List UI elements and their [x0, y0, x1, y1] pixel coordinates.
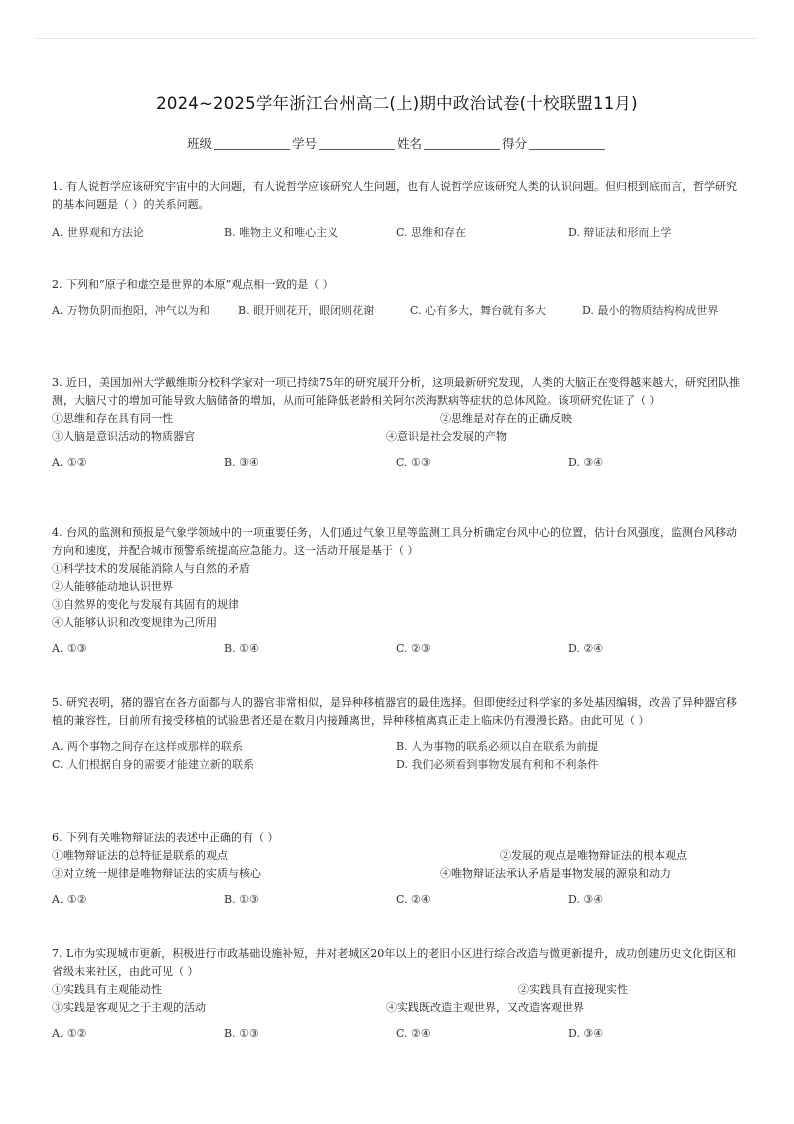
statement-2: ②发展的观点是唯物辩证法的根本观点: [500, 849, 687, 862]
option-b[interactable]: B. ③④: [224, 456, 259, 469]
question-3: [52, 374, 740, 472]
score-blank[interactable]: [529, 137, 605, 150]
page-title: 2024~2025学年浙江台州高二(上)期中政治试卷(十校联盟11月): [156, 94, 638, 113]
student-id-blank[interactable]: [319, 137, 395, 150]
statement-4: ④实践既改造主观世界，又改造客观世界: [386, 1001, 584, 1014]
option-a[interactable]: A. 两个事物之间存在这样或那样的联系: [52, 740, 243, 753]
option-c[interactable]: C. 心有多大，舞台就有多大: [410, 304, 547, 317]
statement-3: ③自然界的变化与发展有其固有的规律: [52, 598, 239, 611]
score-field[interactable]: [502, 134, 607, 152]
question-stem: 5. 研究表明，猪的器官在各方面都与人的器官非常相似，是异种移植器官的最佳选择。但即使经过科学家的多处基因编辑，改善了异种器官移植的兼容性，目前所有接受移植的试验患者还是在数月内接踵离世，异种移植离真正走上临床仍有漫漫长路。由此可见（ ）: [52, 696, 737, 727]
statement-2: ②人能够能动地认识世界: [52, 580, 173, 593]
option-b[interactable]: B. ①④: [224, 642, 259, 655]
class-label: 班级: [186, 136, 212, 151]
question-stem: 7. L市为实现城市更新，积极进行市政基础设施补短，并对老城区20年以上的老旧小区进行综合改造与微更新提升，成功创建历史文化街区和省级未来社区，由此可见（ ）: [52, 947, 737, 978]
options-row: [52, 224, 740, 242]
name-field[interactable]: [397, 134, 502, 152]
question-stem: 1. 有人说哲学应该研究宇宙中的大问题，有人说哲学应该研究人生问题，也有人说哲学应该研究人类的认识问题。但归根到底而言，哲学研究的基本问题是（ ）的关系问题。: [52, 180, 737, 211]
option-a[interactable]: A. ①②: [52, 456, 87, 469]
score-label: 得分: [502, 136, 528, 151]
name-label: 姓名: [397, 136, 423, 151]
statement-1: ①唯物辩证法的总特征是联系的观点: [52, 849, 228, 862]
statements: [52, 847, 740, 883]
student-id-label: 学号: [291, 136, 317, 151]
statement-1: ①思维和存在具有同一性: [52, 412, 173, 425]
option-b[interactable]: B. 唯物主义和唯心主义: [224, 226, 339, 239]
option-c[interactable]: C. ①③: [396, 456, 431, 469]
option-a[interactable]: A. ①②: [52, 1027, 87, 1040]
options-row: [52, 640, 740, 658]
option-d[interactable]: D. 最小的物质结构构成世界: [582, 304, 719, 317]
question-stem: 3. 近日，美国加州大学戴维斯分校科学家对一项已持续75年的研究展开分析，这项最新研究发现，人类的大脑正在变得越来越大，研究团队推测，大脑尺寸的增加可能导致大脑储备的增加，从而可能降低老龄相关阿尔茨海默病等症状的总体风险。该项研究佐证了（ ）: [52, 376, 740, 407]
option-b[interactable]: B. ①③: [224, 893, 259, 906]
statement-3: ③对立统一规律是唯物辩证法的实质与核心: [52, 867, 261, 880]
option-d[interactable]: D. ③④: [568, 893, 604, 906]
option-c[interactable]: C. ②④: [396, 1027, 431, 1040]
option-c[interactable]: C. 人们根据自身的需要才能建立新的联系: [52, 758, 255, 771]
options-row: [52, 454, 740, 472]
question-1: [52, 178, 740, 242]
statement-1: ①科学技术的发展能消除人与自然的矛盾: [52, 562, 250, 575]
statement-4: ④唯物辩证法承认矛盾是事物发展的源泉和动力: [440, 867, 671, 880]
statement-3: ③实践是客观见之于主观的活动: [52, 1001, 206, 1014]
option-d[interactable]: D. ③④: [568, 1027, 604, 1040]
option-a[interactable]: A. ①②: [52, 893, 87, 906]
option-d[interactable]: D. 我们必须看到事物发展有利和不利条件: [396, 758, 599, 771]
option-b[interactable]: B. 眼开则花开，眼闭则花谢: [238, 304, 375, 317]
question-7: [52, 945, 740, 1043]
options-row: [52, 302, 740, 320]
name-blank[interactable]: [424, 137, 500, 150]
options-row: [52, 756, 740, 774]
top-divider: [36, 38, 758, 39]
option-a[interactable]: A. ①③: [52, 642, 87, 655]
statement-2: ②思维是对存在的正确反映: [440, 412, 572, 425]
option-b[interactable]: B. 人为事物的联系必须以自在联系为前提: [396, 740, 599, 753]
option-d[interactable]: D. 辩证法和形而上学: [568, 226, 672, 239]
option-a[interactable]: A. 世界观和方法论: [52, 226, 144, 239]
option-a[interactable]: A. 万物负阴而抱阳，冲气以为和: [52, 304, 210, 317]
question-stem: 6. 下列有关唯物辩证法的表述中正确的有（ ）: [52, 831, 279, 844]
statement-4: ④意识是社会发展的产物: [386, 430, 507, 443]
statement-4: ④人能够认识和改变规律为己所用: [52, 616, 217, 629]
option-c[interactable]: C. ②③: [396, 642, 431, 655]
options-row: [52, 891, 740, 909]
question-stem: 4. 台风的监测和预报是气象学领域中的一项重要任务，人们通过气象卫星等监测工具分析确定台风中心的位置，估计台风强度，监测台风移动方向和速度，并配合城市预警系统提高应急能力。这一活动开展是基于（ ）: [52, 526, 737, 557]
options-row: [52, 1025, 740, 1043]
statements: [52, 560, 740, 632]
option-c[interactable]: C. ②④: [396, 893, 431, 906]
statement-3: ③人脑是意识活动的物质器官: [52, 430, 195, 443]
statements: [52, 981, 740, 1017]
class-field[interactable]: [187, 134, 292, 152]
class-blank[interactable]: [214, 137, 290, 150]
option-d[interactable]: D. ②④: [568, 642, 604, 655]
student-id-field[interactable]: [292, 134, 397, 152]
question-stem: 2. 下列和“原子和虚空是世界的本原”观点相一致的是（ ）: [52, 278, 334, 291]
question-2: [52, 276, 740, 320]
question-5: [52, 694, 740, 774]
option-b[interactable]: B. ①③: [224, 1027, 259, 1040]
student-info-line: [0, 134, 794, 152]
statement-1: ①实践具有主观能动性: [52, 983, 162, 996]
statements: [52, 410, 740, 446]
question-4: [52, 524, 740, 658]
options-row: [52, 738, 740, 756]
option-c[interactable]: C. 思维和存在: [396, 226, 467, 239]
question-6: [52, 829, 740, 909]
statement-2: ②实践具有直接现实性: [518, 983, 628, 996]
option-d[interactable]: D. ③④: [568, 456, 604, 469]
